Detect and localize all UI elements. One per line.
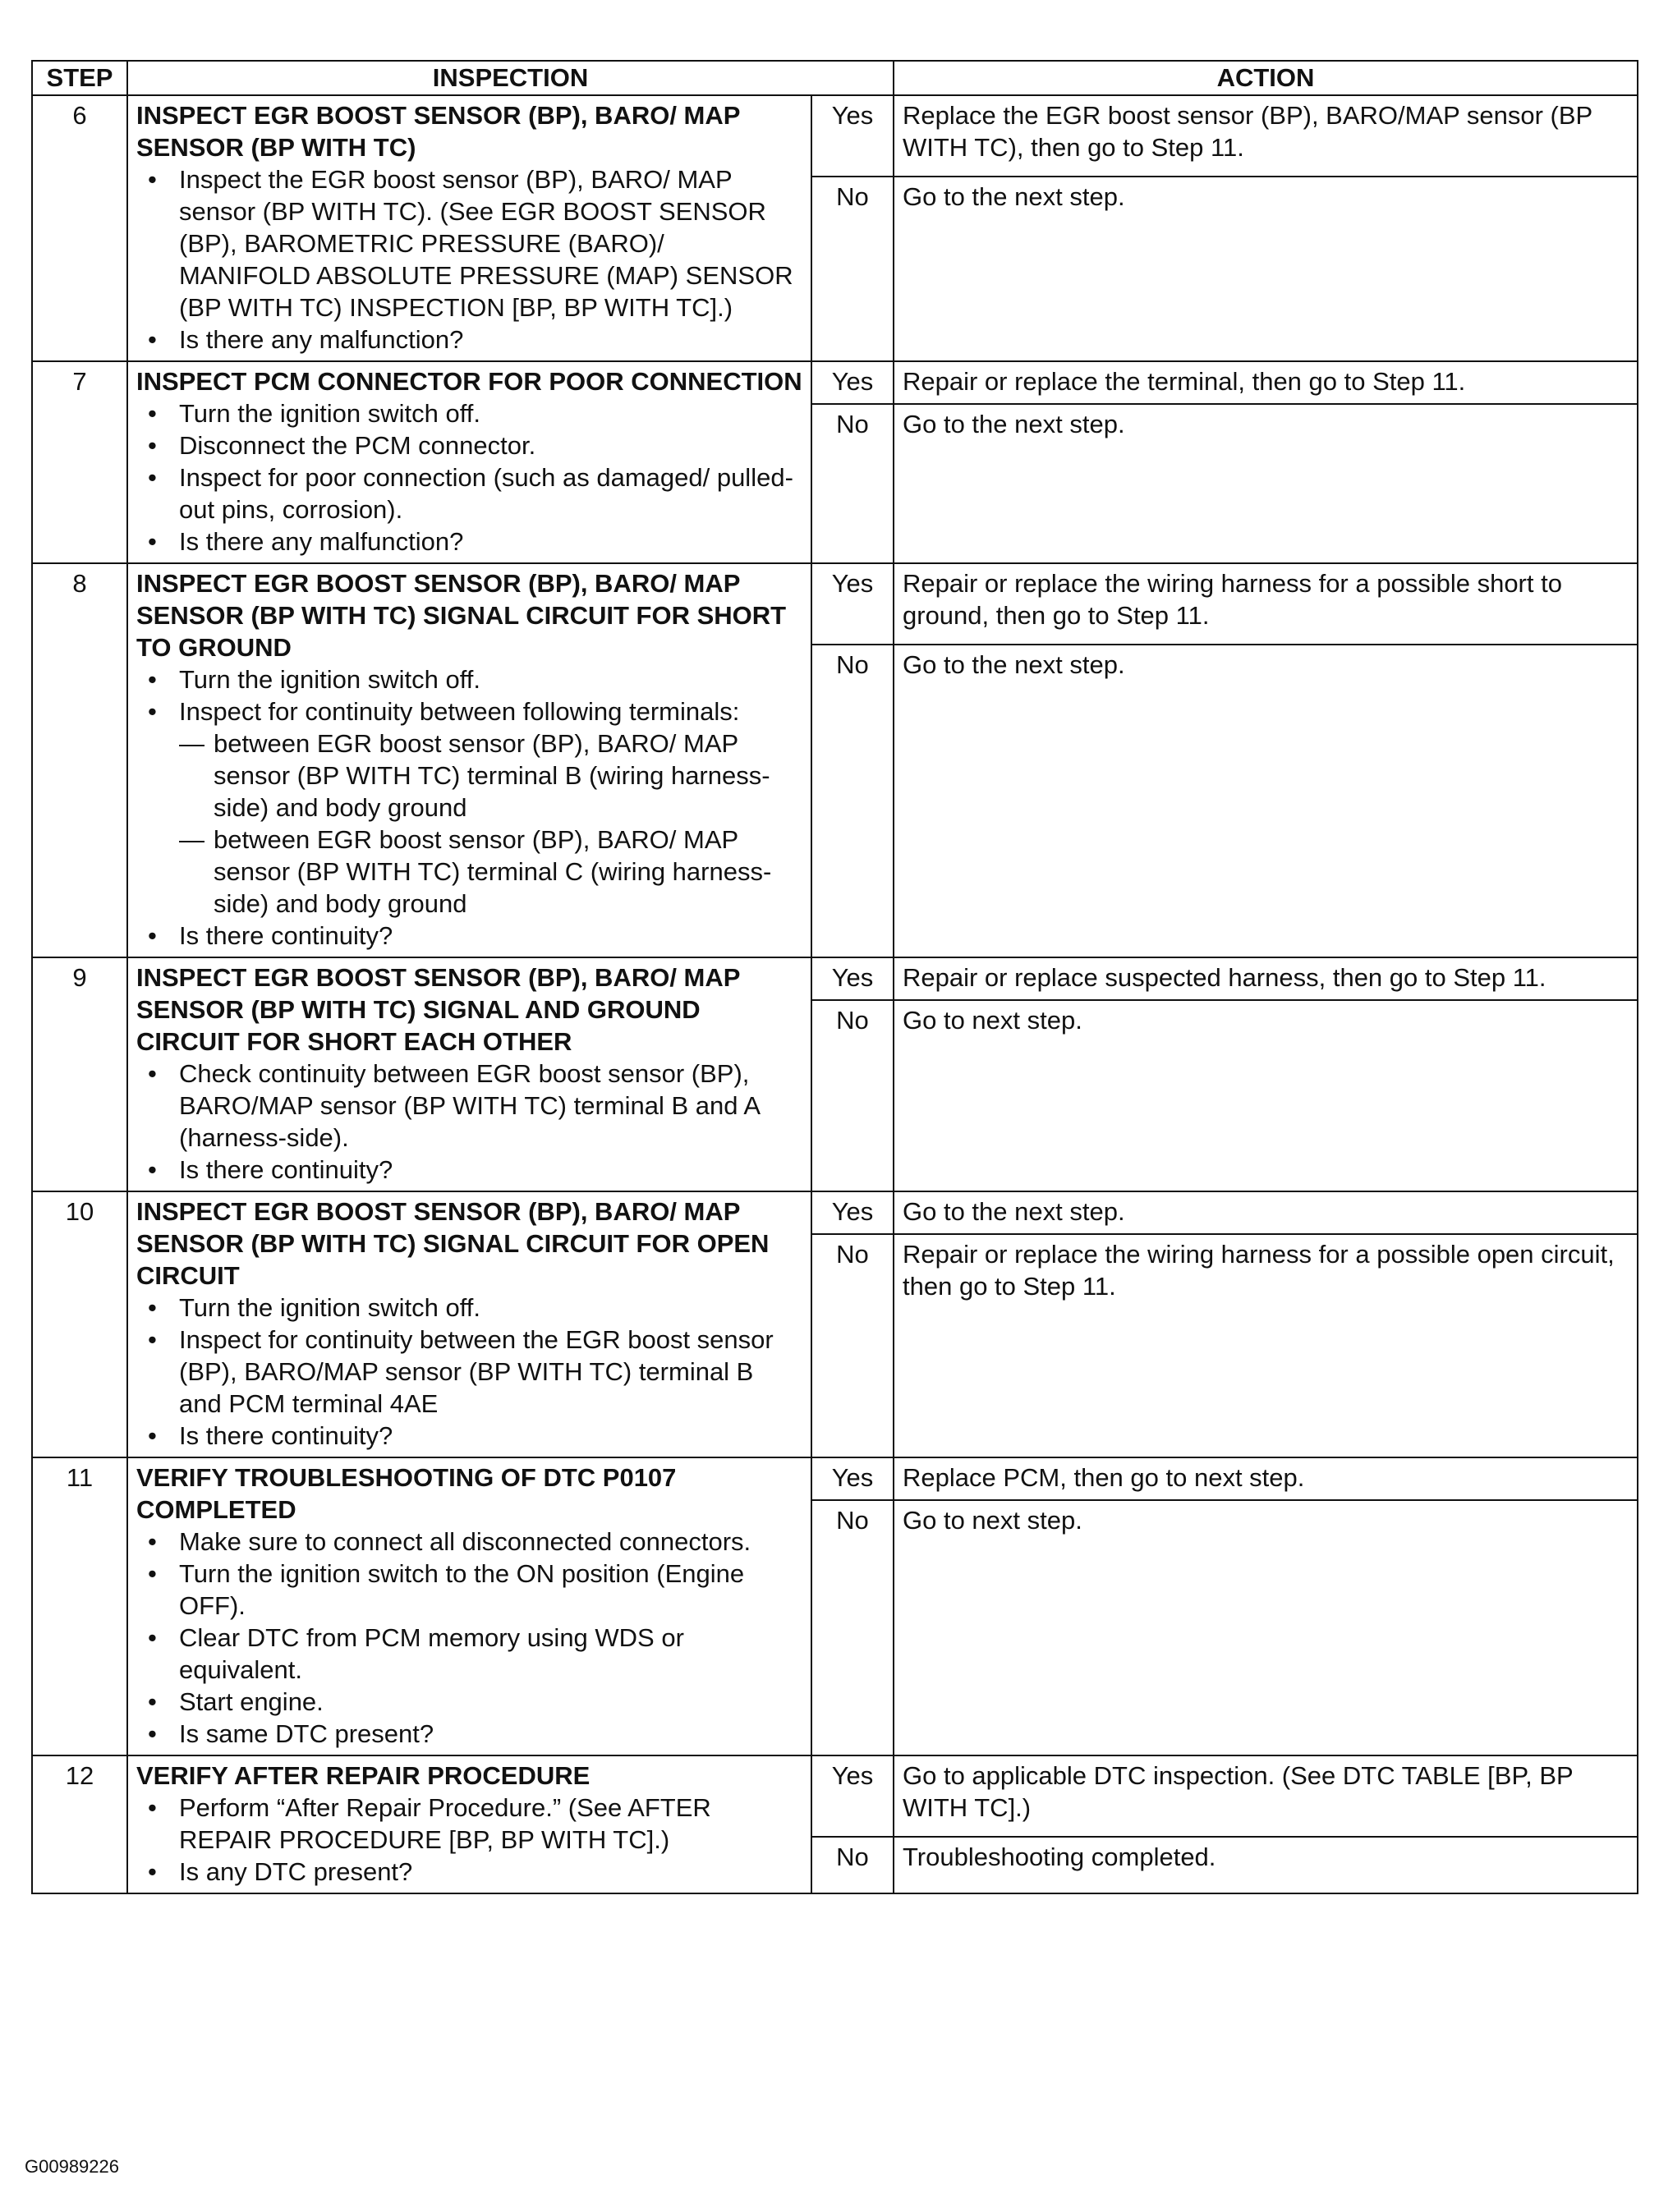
step-number: 12: [32, 1755, 127, 1893]
yes-action: Repair or replace suspected harness, then go to Step 11.: [894, 957, 1638, 1000]
bullet-item: • Inspect for poor connection (such as damaged/ pulled-out pins, corrosion).: [136, 461, 802, 525]
inspection-cell: [127, 1457, 811, 1755]
inspection-bullets: [136, 1058, 802, 1186]
yes-label: Yes: [811, 1457, 894, 1500]
step-number: 8: [32, 563, 127, 957]
no-label: No: [811, 1234, 894, 1457]
step-number: 9: [32, 957, 127, 1191]
no-action: Repair or replace the wiring harness for a possible open circuit, then go to Step 11.: [894, 1234, 1638, 1457]
table-row: [32, 95, 1638, 177]
inspection-bullets: [136, 1792, 802, 1888]
yes-label: Yes: [811, 563, 894, 645]
inspection-cell: [127, 563, 811, 957]
no-action: Go to next step.: [894, 1000, 1638, 1191]
inspection-title: INSPECT EGR BOOST SENSOR (BP), BARO/ MAP SENSOR (BP WITH TC) SIGNAL CIRCUIT FOR SHORT TO GROUND: [136, 569, 787, 662]
bullet-item: • Inspect the EGR boost sensor (BP), BARO/ MAP sensor (BP WITH TC). (See EGR BOOST SENSOR (BP), BAROMETRIC PRESSURE (BARO)/ MANIFOLD ABSOLUTE PRESSURE (MAP) SENSOR (BP WITH TC) INSPECTION [BP, BP WITH TC].): [136, 163, 802, 324]
table-header-row: [32, 61, 1638, 95]
step-number: 7: [32, 361, 127, 563]
inspection-cell: [127, 95, 811, 361]
bullet-item: • Is same DTC present?: [136, 1718, 802, 1750]
yes-label: Yes: [811, 1191, 894, 1234]
no-label: No: [811, 1500, 894, 1755]
bullet-item: • Clear DTC from PCM memory using WDS or equivalent.: [136, 1622, 802, 1686]
table-row: [32, 361, 1638, 404]
table-row: [32, 563, 1638, 645]
table-row: [32, 957, 1638, 1000]
inspection-cell: [127, 361, 811, 563]
no-label: No: [811, 1837, 894, 1893]
bullet-item: • Is there continuity?: [136, 1154, 802, 1186]
bullet-item: • Turn the ignition switch off.: [136, 663, 802, 695]
yes-label: Yes: [811, 1755, 894, 1837]
bullet-item: • Is there any malfunction?: [136, 525, 802, 558]
no-action: Troubleshooting completed.: [894, 1837, 1638, 1893]
inspection-bullets: [136, 1526, 802, 1750]
dtc-inspection-table: [31, 60, 1638, 1894]
bullet-item: • Turn the ignition switch to the ON position (Engine OFF).: [136, 1558, 802, 1622]
inspection-bullets: [136, 1292, 802, 1452]
no-action: Go to the next step.: [894, 177, 1638, 361]
yes-action: Go to the next step.: [894, 1191, 1638, 1234]
step-number: 11: [32, 1457, 127, 1755]
step-number: 10: [32, 1191, 127, 1457]
no-label: No: [811, 177, 894, 361]
bullet-item: • Is there any malfunction?: [136, 324, 802, 356]
inspection-title: INSPECT EGR BOOST SENSOR (BP), BARO/ MAP SENSOR (BP WITH TC): [136, 101, 740, 162]
bullet-item: • Make sure to connect all disconnected connectors.: [136, 1526, 802, 1558]
inspection-bullets: [136, 663, 802, 952]
yes-action: Repair or replace the terminal, then go to Step 11.: [894, 361, 1638, 404]
inspection-title: VERIFY TROUBLESHOOTING OF DTC P0107 COMPLETED: [136, 1463, 677, 1524]
bullet-item: [136, 695, 802, 920]
inspection-cell: [127, 1755, 811, 1893]
no-label: No: [811, 404, 894, 563]
bullet-item: • Disconnect the PCM connector.: [136, 429, 802, 461]
step-column-header: STEP: [32, 61, 127, 95]
bullet-item: • Is there continuity?: [136, 920, 802, 952]
yes-label: Yes: [811, 957, 894, 1000]
figure-id: G00989226: [25, 2156, 119, 2177]
inspection-cell: [127, 1191, 811, 1457]
yes-label: Yes: [811, 361, 894, 404]
inspection-title: INSPECT PCM CONNECTOR FOR POOR CONNECTION: [136, 367, 802, 396]
inspection-column-header: INSPECTION: [127, 61, 894, 95]
yes-action: Repair or replace the wiring harness for a possible short to ground, then go to Step 11.: [894, 563, 1638, 645]
inspection-title: INSPECT EGR BOOST SENSOR (BP), BARO/ MAP SENSOR (BP WITH TC) SIGNAL CIRCUIT FOR OPEN CIRCUIT: [136, 1197, 770, 1290]
dash-item: — between EGR boost sensor (BP), BARO/ MAP sensor (BP WITH TC) terminal C (wiring harness-side) and body ground: [179, 824, 802, 920]
action-column-header: ACTION: [894, 61, 1638, 95]
table-row: [32, 1191, 1638, 1234]
bullet-item: • Is any DTC present?: [136, 1856, 802, 1888]
bullet-text: Inspect for continuity between following terminals:: [179, 697, 740, 726]
step-number: 6: [32, 95, 127, 361]
no-action: Go to next step.: [894, 1500, 1638, 1755]
yes-action: Replace the EGR boost sensor (BP), BARO/MAP sensor (BP WITH TC), then go to Step 11.: [894, 95, 1638, 177]
bullet-item: • Inspect for continuity between the EGR boost sensor (BP), BARO/MAP sensor (BP WITH TC) terminal B and PCM terminal 4AE: [136, 1324, 802, 1420]
bullet-item: • Check continuity between EGR boost sensor (BP), BARO/MAP sensor (BP WITH TC) terminal B and A (harness-side).: [136, 1058, 802, 1154]
no-action: Go to the next step.: [894, 645, 1638, 957]
inspection-title: INSPECT EGR BOOST SENSOR (BP), BARO/ MAP SENSOR (BP WITH TC) SIGNAL AND GROUND CIRCUIT FOR SHORT EACH OTHER: [136, 963, 740, 1056]
no-label: No: [811, 1000, 894, 1191]
inspection-bullets: [136, 397, 802, 558]
bullet-item: • Turn the ignition switch off.: [136, 1292, 802, 1324]
yes-action: Go to applicable DTC inspection. (See DTC TABLE [BP, BP WITH TC].): [894, 1755, 1638, 1837]
bullet-item: • Turn the ignition switch off.: [136, 397, 802, 429]
no-label: No: [811, 645, 894, 957]
bullet-item: • Is there continuity?: [136, 1420, 802, 1452]
no-action: Go to the next step.: [894, 404, 1638, 563]
dtc-inspection-sheet: [31, 60, 1637, 1894]
bullet-item: • Perform “After Repair Procedure.” (See AFTER REPAIR PROCEDURE [BP, BP WITH TC].): [136, 1792, 802, 1856]
table-row: [32, 1457, 1638, 1500]
yes-label: Yes: [811, 95, 894, 177]
yes-action: Replace PCM, then go to next step.: [894, 1457, 1638, 1500]
inspection-title: VERIFY AFTER REPAIR PROCEDURE: [136, 1761, 591, 1790]
dash-list: [179, 727, 802, 920]
bullet-item: • Start engine.: [136, 1686, 802, 1718]
dash-item: — between EGR boost sensor (BP), BARO/ MAP sensor (BP WITH TC) terminal B (wiring harness-side) and body ground: [179, 727, 802, 824]
inspection-cell: [127, 957, 811, 1191]
table-row: [32, 1755, 1638, 1837]
inspection-bullets: [136, 163, 802, 356]
